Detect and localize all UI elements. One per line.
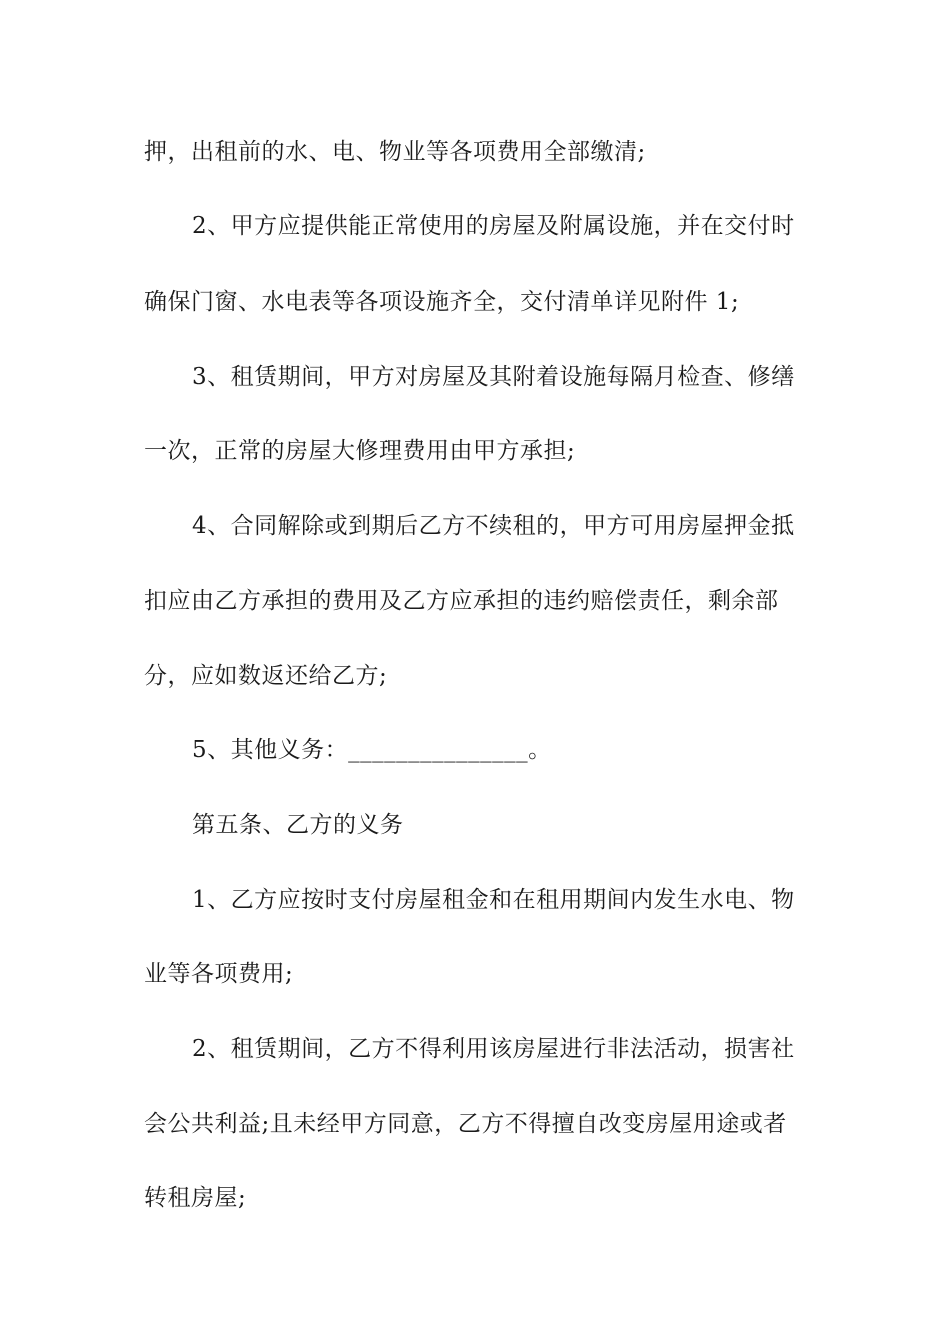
text-line: 会公共利益;且未经甲方同意，乙方不得擅自改变房屋用途或者 [144,1111,787,1137]
text-line: 押，出租前的水、电、物业等各项费用全部缴清; [144,139,646,165]
clause-item-3: 3、租赁期间，甲方对房屋及其附着设施每隔月检查、修缮 [192,364,795,390]
text-line: 业等各项费用; [144,961,294,987]
clause-item-2: 2、租赁期间，乙方不得利用该房屋进行非法活动，损害社 [192,1036,795,1062]
text-line: 确保门窗、水电表等各项设施齐全，交付清单详见附件 1; [144,289,740,315]
text-line: 一次，正常的房屋大修理费用由甲方承担; [144,438,576,464]
text-line: 分，应如数返还给乙方; [144,663,388,689]
clause-item-1: 1、乙方应按时支付房屋租金和在租用期间内发生水电、物 [192,887,795,913]
clause-item-5: 5、其他义务：_______________。 [192,737,552,763]
clause-item-2: 2、甲方应提供能正常使用的房屋及附属设施，并在交付时 [192,213,795,239]
text-line: 转租房屋; [144,1185,247,1211]
clause-item-4: 4、合同解除或到期后乙方不续租的，甲方可用房屋押金抵 [192,513,795,539]
section-heading: 第五条、乙方的义务 [192,812,404,838]
text-line: 扣应由乙方承担的费用及乙方应承担的违约赔偿责任，剩余部 [144,588,779,614]
